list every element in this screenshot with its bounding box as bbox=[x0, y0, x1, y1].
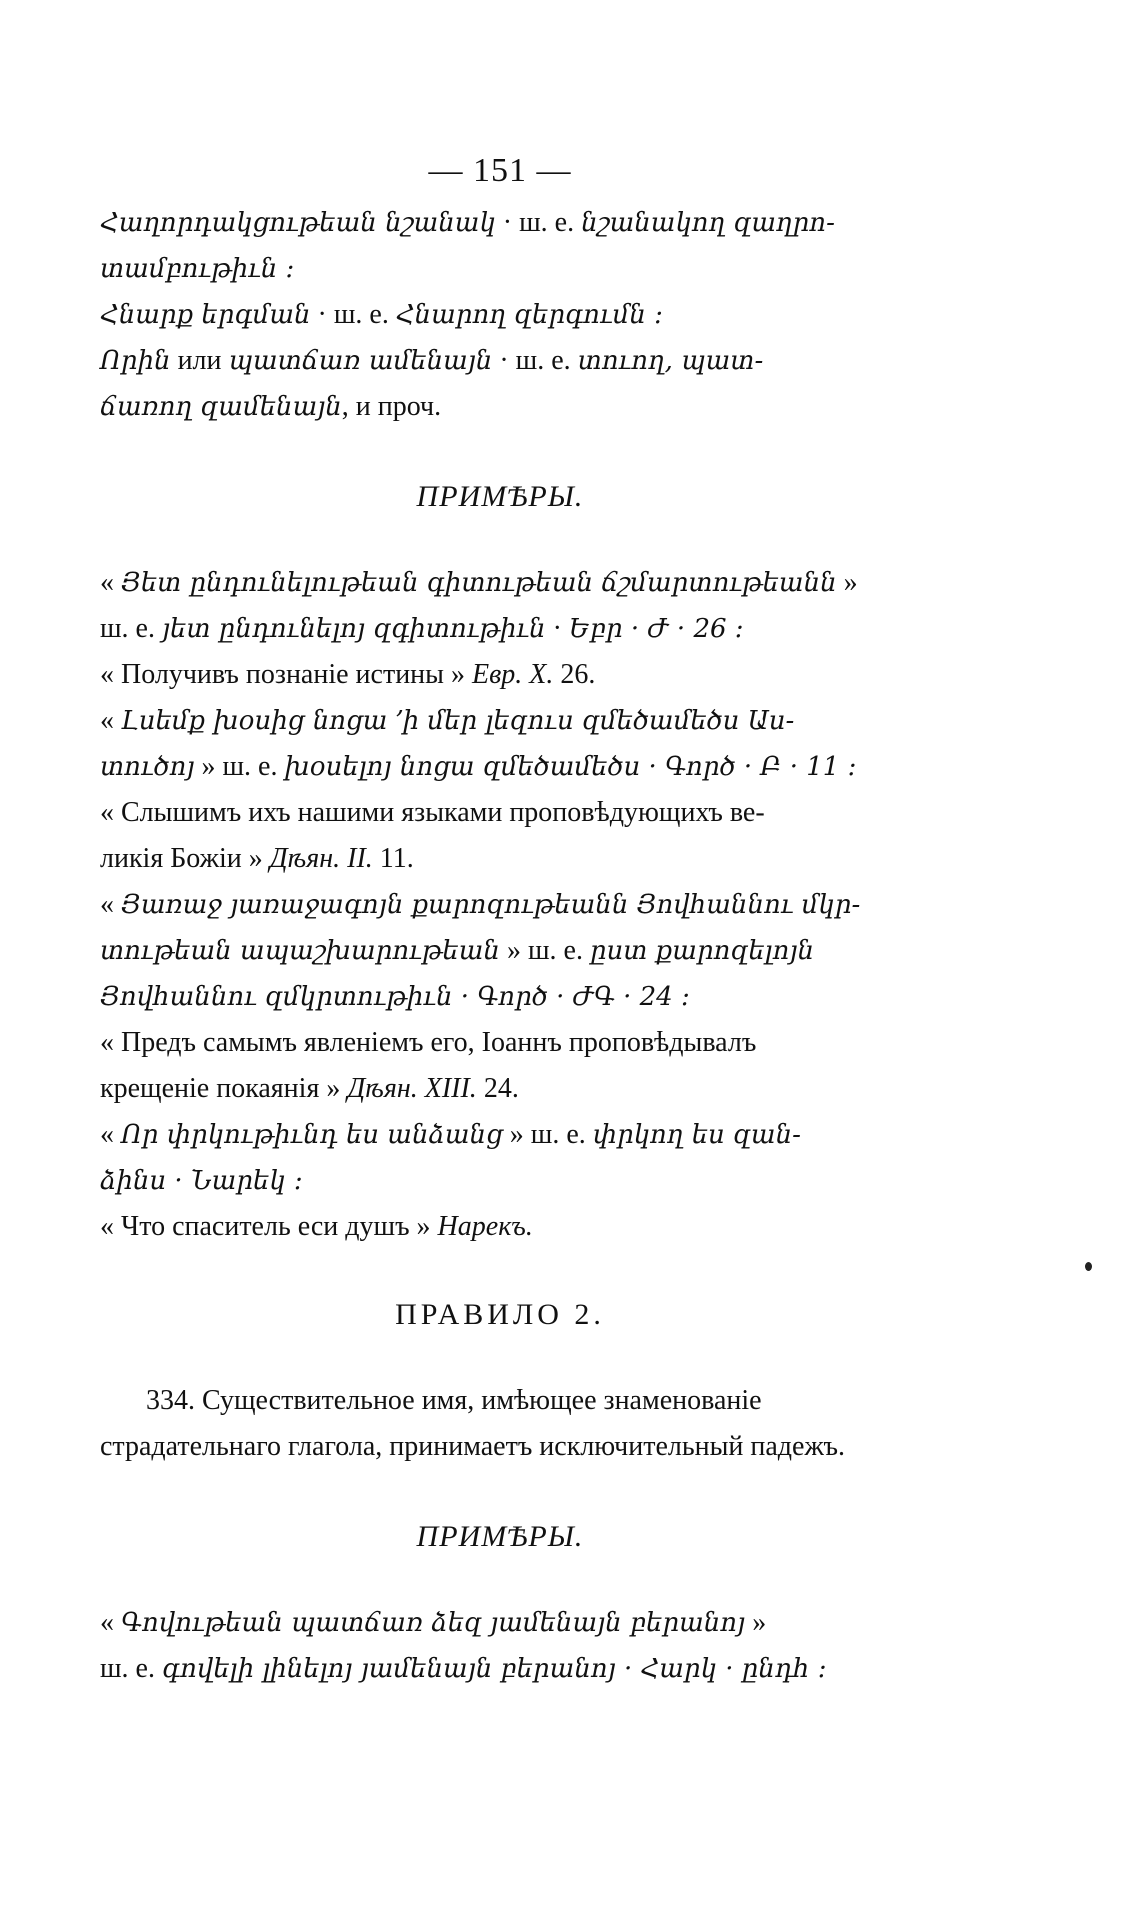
top-block bbox=[100, 200, 900, 430]
abbrev: » ш. е. bbox=[194, 751, 285, 782]
text-line bbox=[100, 1020, 900, 1066]
russian-text: 26. bbox=[553, 659, 596, 690]
text-line bbox=[100, 1600, 900, 1646]
examples-block bbox=[100, 560, 900, 1250]
armenian-text: Որին bbox=[100, 346, 171, 376]
armenian-text: Հնարող զերգումն ։ bbox=[395, 300, 663, 330]
armenian-text: գովելի լինելոյ յամենայն բերանոյ · Հարկ · ընդհ ։ bbox=[162, 1654, 827, 1684]
russian-text: « Что спаситель еси душъ » bbox=[100, 1211, 438, 1242]
armenian-text: ըստ քարոզելոյն bbox=[589, 936, 815, 966]
armenian-text: Լսեմք խօսից նոցա ՚ի մեր լեզուս զմեծամեծս Աս- bbox=[121, 706, 795, 736]
armenian-text: տամբութիւն ։ bbox=[100, 254, 295, 284]
citation: Дѣян. II. bbox=[269, 843, 373, 874]
examples-block bbox=[100, 1600, 900, 1692]
armenian-text: Գովութեան պատճառ ձեզ յամենայն բերանոյ bbox=[121, 1608, 746, 1638]
armenian-text: պատճառ ամենայն bbox=[228, 346, 493, 376]
text-line bbox=[100, 560, 900, 606]
text-line bbox=[100, 1112, 900, 1158]
text-line bbox=[100, 744, 900, 790]
page bbox=[100, 148, 900, 1692]
text-line bbox=[100, 1066, 900, 1112]
text-line bbox=[100, 974, 900, 1020]
abbrev: · ш. е. bbox=[495, 207, 582, 238]
text-line bbox=[100, 836, 900, 882]
armenian-text: ճառող զամենայն bbox=[100, 392, 342, 422]
armenian-text: տութեան ապաշխարութեան bbox=[100, 936, 500, 966]
armenian-text: նշանակող զաղրո- bbox=[581, 208, 835, 238]
rule-title: ПРАВИЛО 2. bbox=[395, 1298, 605, 1331]
russian-text: « Слышимъ ихъ нашими языками проповѣдующихъ ве- bbox=[100, 797, 765, 828]
armenian-text: Որ փրկութիւնդ ես անձանց bbox=[121, 1120, 503, 1150]
armenian-text: յետ ընդունելոյ զգիտութիւն bbox=[162, 614, 546, 644]
page-number: — 151 — bbox=[428, 152, 572, 189]
abbrev: ш. е. bbox=[100, 613, 162, 644]
armenian-text: Եբր · Ժ · 26 ։ bbox=[568, 614, 744, 644]
rule-paragraph: 334. Существительное имя, имѣющее знаменованіе страдательнаго глагола, принимаетъ исключительный падежъ. bbox=[100, 1385, 845, 1462]
examples-heading: ПРИМѢРЫ. bbox=[416, 1520, 584, 1553]
text-line bbox=[100, 882, 900, 928]
armenian-text: Հաղորդակցութեան նշանակ bbox=[100, 208, 496, 238]
text-line bbox=[100, 606, 900, 652]
text-line bbox=[100, 200, 900, 246]
russian-text: или bbox=[170, 345, 229, 376]
quote-mark: » bbox=[745, 1607, 767, 1638]
russian-text: , и проч. bbox=[341, 391, 442, 422]
text-line bbox=[100, 1204, 900, 1250]
armenian-text: ձինս · Նարեկ ։ bbox=[100, 1166, 303, 1196]
russian-text: 11. bbox=[372, 843, 414, 874]
quote-mark: » bbox=[836, 567, 858, 598]
citation: Нарекъ. bbox=[437, 1211, 533, 1242]
text-line bbox=[100, 292, 900, 338]
armenian-text: փրկող ես զան- bbox=[592, 1120, 801, 1150]
armenian-text: տուծոյ bbox=[100, 752, 195, 782]
quote-mark: « bbox=[100, 1607, 121, 1638]
abbrev: » ш. е. bbox=[499, 935, 590, 966]
text-line bbox=[100, 790, 900, 836]
abbrev: · ш. е. bbox=[310, 299, 396, 330]
quote-mark: « bbox=[100, 705, 121, 736]
text-line bbox=[100, 338, 900, 384]
russian-text: крещеніе покаянія » bbox=[100, 1073, 348, 1104]
text-line bbox=[100, 246, 900, 292]
separator: · bbox=[545, 613, 569, 644]
text-line bbox=[100, 1646, 900, 1692]
armenian-text: խօսելոյ նոցա զմեծամեծս · Գործ · Բ · 11 ։ bbox=[284, 752, 857, 782]
quote-mark: « bbox=[100, 567, 121, 598]
armenian-text: Յովհաննու զմկրտութիւն · Գործ · ԺԳ · 24 ։ bbox=[100, 982, 690, 1012]
abbrev: ш. е. bbox=[100, 1653, 162, 1684]
citation: Евр. X. bbox=[471, 659, 554, 690]
russian-text: « Получивъ познаніе истины » bbox=[100, 659, 472, 690]
russian-text: 24. bbox=[476, 1073, 519, 1104]
quote-mark: « bbox=[100, 1119, 121, 1150]
text-line bbox=[100, 928, 900, 974]
text-line bbox=[100, 652, 900, 698]
quote-mark: « bbox=[100, 889, 121, 920]
russian-text: ликія Божіи » bbox=[100, 843, 270, 874]
text-line bbox=[100, 698, 900, 744]
russian-text: « Предъ самымъ явленіемъ его, Іоаннъ проповѣдывалъ bbox=[100, 1027, 757, 1058]
armenian-text: տուող, պատ- bbox=[577, 346, 764, 376]
armenian-text: Յառաջ յառաջագոյն քարոզութեանն Յովհաննու մկր- bbox=[121, 890, 861, 920]
citation: Дѣян. XIII. bbox=[347, 1073, 477, 1104]
armenian-text: Յետ ընդունելութեան գիտութեան ճշմարտութեանն bbox=[121, 568, 837, 598]
abbrev: · ш. е. bbox=[492, 345, 578, 376]
abbrev: » ш. е. bbox=[502, 1119, 593, 1150]
text-line bbox=[100, 384, 900, 430]
armenian-text: Հնարք երգման bbox=[100, 300, 311, 330]
ink-speck bbox=[1085, 1262, 1092, 1271]
text-line bbox=[100, 1158, 900, 1204]
examples-heading: ПРИМѢРЫ. bbox=[416, 480, 584, 513]
